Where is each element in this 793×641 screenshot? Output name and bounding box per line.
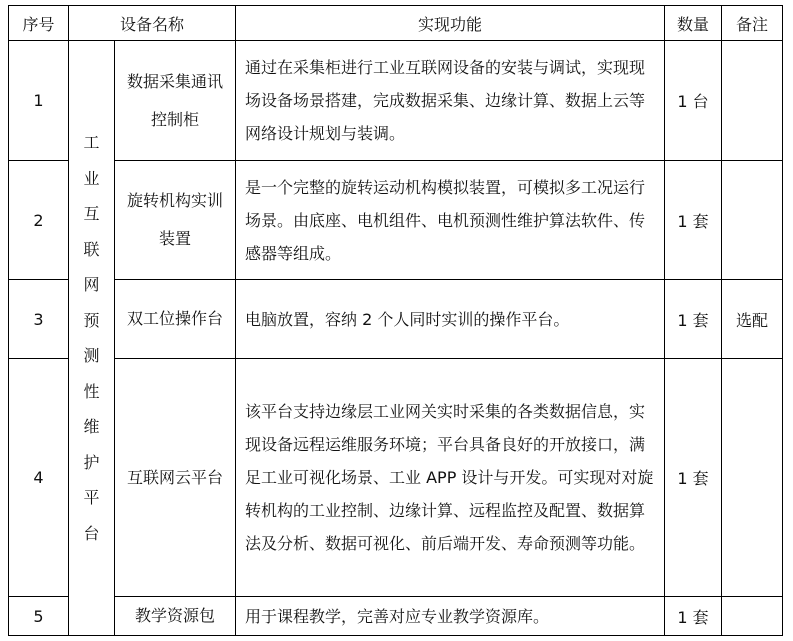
row-function: 电脑放置，容纳 2 个人同时实训的操作平台。 xyxy=(236,280,665,359)
row-quantity: 1 套 xyxy=(665,280,722,359)
table-row xyxy=(9,359,783,597)
row-seq: 3 xyxy=(9,280,69,359)
row-device-name: 教学资源包 xyxy=(115,597,236,636)
category-label: 工业互联网预测性维护平台 xyxy=(83,133,100,543)
row-quantity: 1 套 xyxy=(665,161,722,280)
header-note: 备注 xyxy=(722,6,783,41)
row-seq: 1 xyxy=(9,41,69,161)
table-row xyxy=(9,161,783,280)
header-quantity: 数量 xyxy=(665,6,722,41)
row-device-name: 互联网云平台 xyxy=(115,359,236,597)
row-note xyxy=(722,359,783,597)
header-device-name: 设备名称 xyxy=(69,6,236,41)
table-row xyxy=(9,41,783,161)
row-device-name: 数据采集通讯控制柜 xyxy=(115,41,236,161)
table-row xyxy=(9,597,783,636)
row-quantity: 1 套 xyxy=(665,597,722,636)
row-seq: 2 xyxy=(9,161,69,280)
category-cell xyxy=(69,41,115,636)
row-function: 用于课程教学，完善对应专业教学资源库。 xyxy=(236,597,665,636)
row-seq: 4 xyxy=(9,359,69,597)
row-seq: 5 xyxy=(9,597,69,636)
row-function: 通过在采集柜进行工业互联网设备的安装与调试，实现现场设备场景搭建，完成数据采集、边缘计算、数据上云等网络设计规划与装调。 xyxy=(236,41,665,161)
table-row xyxy=(9,280,783,359)
header-seq: 序号 xyxy=(9,6,69,41)
row-function: 是一个完整的旋转运动机构模拟装置，可模拟多工况运行场景。由底座、电机组件、电机预测性维护算法软件、传感器等组成。 xyxy=(236,161,665,280)
header-row xyxy=(9,6,783,41)
row-note xyxy=(722,41,783,161)
row-quantity: 1 套 xyxy=(665,359,722,597)
header-function: 实现功能 xyxy=(236,6,665,41)
row-note xyxy=(722,597,783,636)
row-quantity: 1 台 xyxy=(665,41,722,161)
row-note xyxy=(722,161,783,280)
row-device-name: 双工位操作台 xyxy=(115,280,236,359)
equipment-table xyxy=(8,5,783,636)
row-device-name: 旋转机构实训装置 xyxy=(115,161,236,280)
row-note: 选配 xyxy=(722,280,783,359)
row-function: 该平台支持边缘层工业网关实时采集的各类数据信息，实现设备远程运维服务环境；平台具备良好的开放接口，满足工业可视化场景、工业 APP 设计与开发。可实现对对旋转机构的工业控制、边缘计算、远程监控及配置、数据算法及分析、数据可视化、前后端开发、寿命预测等功能。 xyxy=(236,359,665,597)
